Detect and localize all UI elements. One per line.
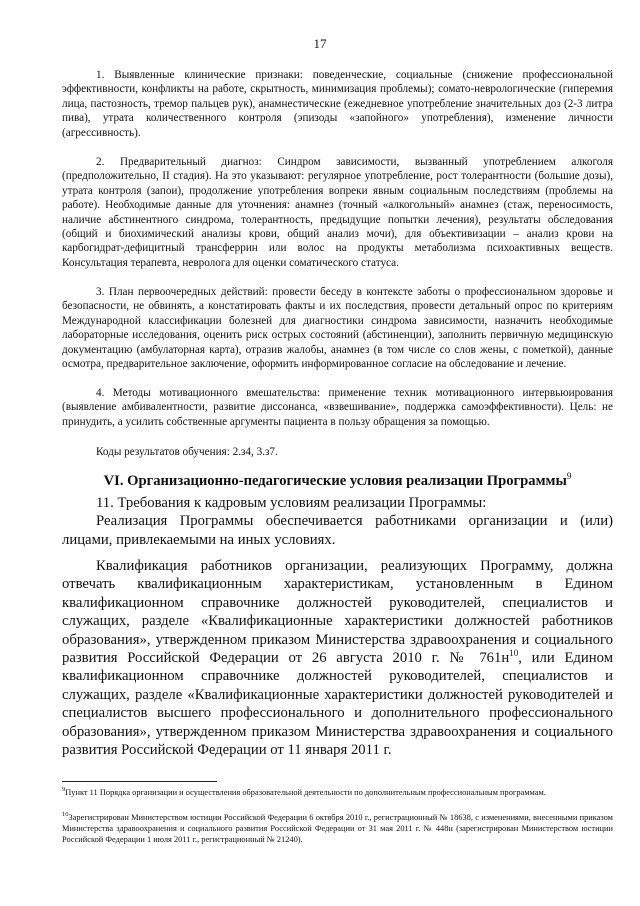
list-item-2-text: 2. Предварительный диагноз: Синдром зависимости, вызванный употреблением алкоголя (предположительно, II стадия). На это указывают: регулярное употребление, рост толерантности (большие дозы), утрата контроля (запои), продолжение употребления вопреки явным социальным последствиям (проблемы на работе). Необходимые данные для уточнения: анамнез (точный «алкогольный» анамнез (стаж, переносимость, наличие абстинентного синдрома, толерантность, предыдущие попытки лечения), результаты обследования (общий и биохимический анализы крови, общий анализ мочи), для объективизации – анализ крови на карбогидрат-дефицитный трансферрин или волос на продукты метаболизма психоактивных веществ. Консультация терапевта, невролога для оценки соматического статуса. (62, 156, 613, 269)
footnote-10-text: Зарегистрирован Министерством юстиции Российской Федерации 6 октября 2010 г., регистрационный № 18638, с изменениями, внесенными приказом Министерства здравоохранения и социального развития Российской Федерации от 31 мая 2011 г. № 448н (зарегистрирован Министерством юстиции Российской Федерации 1 июля 2011 г., регистрационный № 21240). (62, 813, 613, 845)
footnote-9-text: Пункт 11 Порядка организации и осуществления образовательной деятельности по дополнительным профессиональным программам. (65, 788, 546, 797)
footnote-10-number: 10 (62, 811, 69, 819)
qualification-paragraph (62, 557, 613, 759)
footnote-9-number: 9 (62, 786, 66, 794)
footnote-ref-10: 10 (509, 648, 519, 659)
list-item-1-text: 1. Выявленные клинические признаки: поведенческие, социальные (снижение профессиональной эффективности, конфликты на работе, скрытность, минимизация проблемы); сомато-неврологические (гиперемия лица, пастозность, тремор пальцев рук), анамнестические (ежедневное употребление значительных доз (2-3 литра пива), утрата количественного контроля (эпизоды «запойного» употребления), изменение личности (агрессивность). (62, 69, 613, 139)
footnote-divider (62, 781, 217, 782)
qualification-text-part-2: , или Едином квалификационном справочнике должностей руководителей, специалистов и служащих, разделе «Квалификационные характеристики должностей руководителей и специалистов высшего профессионального и дополнительного профессионального образования», утвержденном приказом Министерства здравоохранения и социального развития Российской Федерации от 11 января 2011 г. (62, 650, 613, 759)
list-item-3-text: 3. План первоочередных действий: провести беседу в контексте заботы о профессиональном здоровье и безопасности, не обвинять, а констатировать факты и их последствия, провести детальный опрос по критериям Международной классификации болезней для диагностики синдрома зависимости, назначить необходимые лабораторные исследования, оценить риск острых состояний (абстиненции), заполнить первичную медицинскую документацию (амбулаторная карта), отразив жалобы, анамнез (в том числе со слов жены, с пометкой), данные осмотра, предварительное заключение, оформить информированное согласие на обследование и лечение. (62, 286, 613, 371)
footnote-ref-9: 9 (566, 471, 572, 481)
list-item-4 (62, 386, 613, 429)
list-item-4-text: 4. Методы мотивационного вмешательства: применение техник мотивационного интервьюирования (выявление амбивалентности, развитие диссонанса, «взвешивание», поддержка самоэффективности). Цель: не принудить, а усилить собственные аргументы пациента в пользу обращения за помощью. (62, 387, 613, 428)
qualification-paragraph-block (62, 557, 613, 759)
list-item-2 (62, 155, 613, 270)
requirements-block (62, 494, 613, 549)
requirements-paragraph-1: Реализация Программы обеспечивается работниками организации и (или) лицами, привлекаемыми на иных условиях. (62, 513, 613, 548)
learning-outcome-codes: Коды результатов обучения: 2.з4, 3.з7. (96, 446, 278, 458)
section-heading (62, 466, 613, 491)
requirements-title: 11. Требования к кадровым условиям реализации Программы: (96, 495, 487, 511)
footnote-9 (62, 787, 613, 798)
page-number: 17 (313, 36, 327, 51)
section-heading-text: VI. Организационно-педагогические условия реализации Программы (103, 472, 567, 489)
footnote-10 (62, 812, 613, 846)
qualification-text-part-1: Квалификация работников организации, реализующих Программу, должна отвечать квалификационным характеристикам, установленным в Едином квалификационном справочнике должностей руководителей, специалистов и служащих, разделе «Квалификационные характеристики должностей работников образования», утвержденном приказом Министерства здравоохранения и социального развития Российской Федерации от 26 августа 2010 г. № 761н (62, 558, 613, 667)
list-item-3 (62, 285, 613, 371)
list-item-1 (62, 68, 613, 140)
